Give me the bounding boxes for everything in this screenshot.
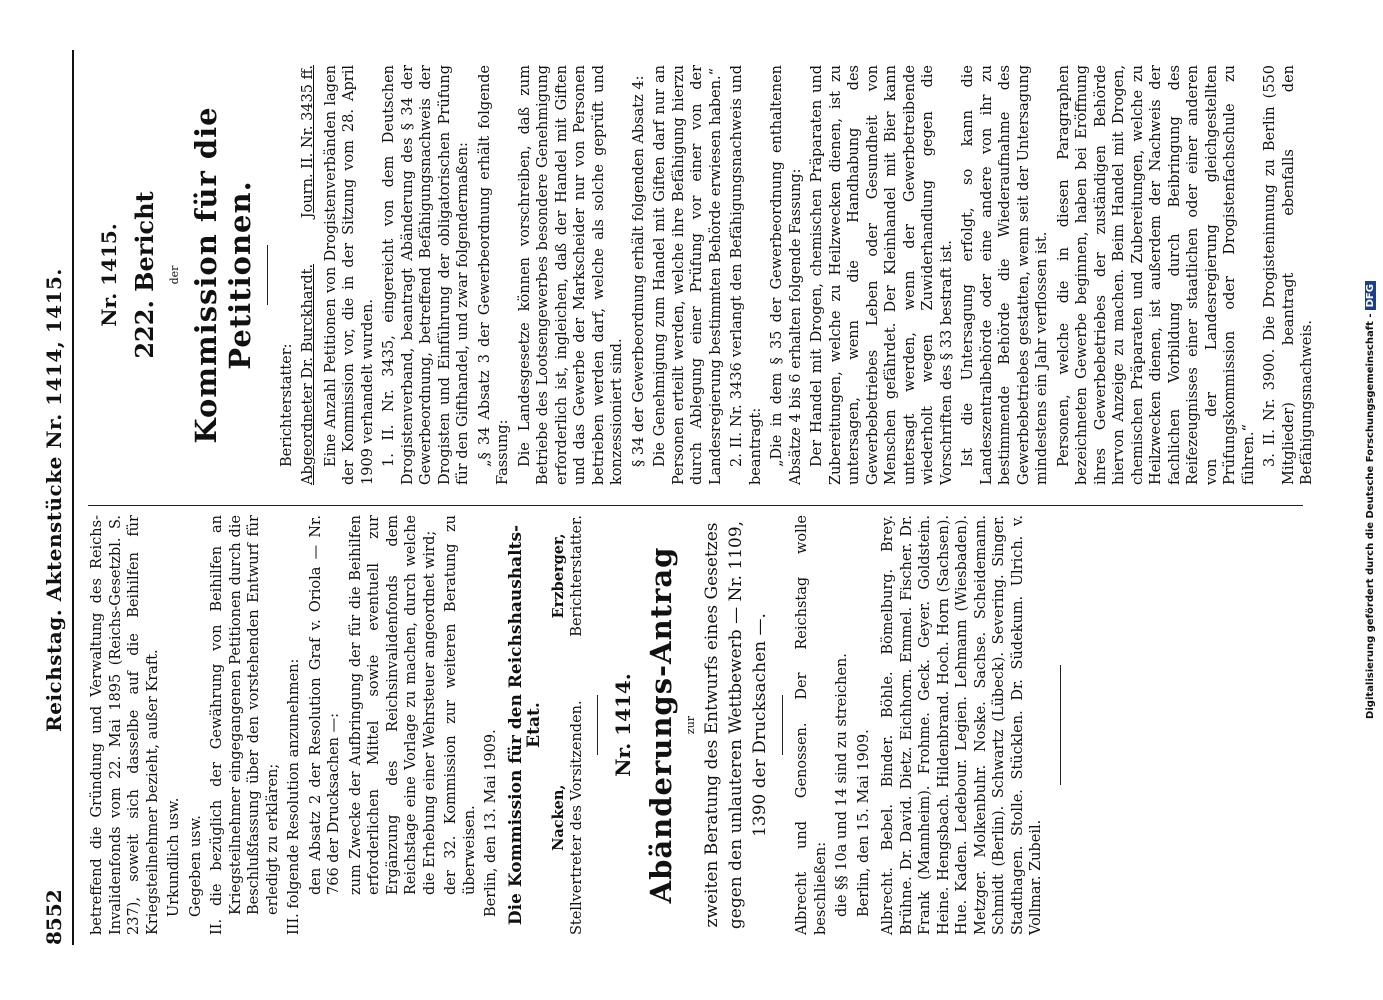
signatory-names: Albrecht. Bebel. Binder. Böhle. Bömelburg. Brey. Brühne. Dr. David. Dietz. Eichhorn. Emmel. Fischer. Dr. Frank (Mannheim). Frohme. Geck. Geyer. Goldstein. Heine. Hengsbach. Hildenbrand. Hoch. Horn (Sachsen). Hue. Kaden. Ledebour. Legien. Lehmann (Wiesbaden). Metzger. Molkenbuhr. Noske. Sachse. Scheidemann. Schmidt (Berlin). Schwartz (Lübeck). Severing. Singer. Stadthagen. Stolle. Stücklen. Dr. Südekum. Ulrich. v. Vollmar. Zubeil. [880,515,1044,935]
signer-name: Erzberger, [549,533,567,619]
header-rule [72,50,74,945]
nr-1414-heading: Nr. 1414. [610,673,635,777]
petition-2-quote-b: Der Handel mit Drogen, chemischen Präparaten und Zubereitungen, welche zu Heilzwecken dienen, ist zu untersagen, wenn die Handhabung des Gewerbebetriebes Leben oder Gesundheit von Menschen gefährdet. Der Kleinhandel mit Bier kann untersagt werden, wenn der Gewerbetreibende wiederholt wegen Zuwiderhandlung gegen die Vorschriften des § 33 bestraft ist. [809,65,955,485]
item-ii: II. die bezüglich der Gewährung von Beihilfen an Kriegsteilnehmer eingegangenen Petitionen durch die Beschlußfassung über den vorstehenden Entwurf für erledigt zu erklären; [209,515,281,935]
signature-erzberger [550,515,587,637]
dfg-text: Digitalisierung gefördert durch die Deutsche Forschungsgemeinschaft - [1365,313,1376,719]
petition-1-quote-d: Die Genehmigung zum Handel mit Giften darf nur an Personen erteilt werden, welche ihre Befähigung hierzu durch Ablegung einer Prüfung vor einer von der Landesregierung bestimmten Behörde erwiesen haben.“ [652,65,724,485]
petition-1: 1. II. Nr. 3435, eingereicht von dem Deutschen Drogistenverband, beantragt Abänderung des § 34 der Gewerbeordnung, betreffend Befähigungsnachweis der Drogisten und Einführung der obligatorischen Prüfung für den Gifthandel, und zwar folgendermaßen: [381,65,471,485]
zur-label: zur [683,715,697,735]
petition-1-quote-a: „§ 34 Absatz 3 der Gewerbeordnung erhält folgende Fassung: [476,65,511,485]
divider [267,245,268,305]
resolution-text: zum Zwecke der Aufbringung der für die Beihilfen erforderlichen Mittel sowie eventuell zur Ergänzung des Reichsinvalidenfonds dem Reichstage eine Vorlage zu machen, durch welche die Erhebung einer Wehrsteuer angeordnet wird; [347,515,438,895]
dfg-logo: DFG [1365,281,1376,310]
date-15-mai: Berlin, den 15. Mai 1909. [855,729,872,917]
resolution-line: den Absatz 2 der Resolution Graf v. Oriola — Nr. 766 der Drucksachen —: [307,515,342,895]
berichterstatter-row [299,65,318,485]
der-label: der [168,265,181,285]
divider [597,695,598,755]
continuation-text: betreffend die Gründung und Verwaltung des Reichs-Invalidenfonds vom 22. Mai 1895 (Reichs-Gesetzbl. S. 237), soweit sich dasselbe auf die Beihilfen für Kriegsteilnehmer bezieht, außer Kraft. [89,515,161,935]
kommission-title: Die Kommission für den Reichshaushalts-Etat. [505,524,544,926]
divider [782,695,783,755]
abgeordneter: Abgeordneter Dr. Burckhardt. [300,263,316,485]
bericht-title: 222. Bericht [130,191,159,359]
kommission-petitionen-title: Kommission für die Petitionen. [188,106,257,444]
resolution-referral: der 32. Kommission zur weiteren Beratung zu überweisen. [443,515,478,895]
petition-2-quote-a: „Die in dem § 35 der Gewerbeordnung enthaltenen Absätze 4 bis 6 erhalten folgende Fassung: [769,65,804,485]
item-iii: III. folgende Resolution anzunehmen: [286,658,302,935]
journal-number: Journ. II. Nr. 3435 ff. [300,65,316,219]
dfg-credit [1365,0,1376,1000]
petition-2-quote-d: Personen, welche die in diesen Paragraphen bezeichneten Gewerbe beginnen, haben bei Eröffnung ihres Gewerbebetriebes der zuständigen Behörde hiervon Anzeige zu machen. Beim Handel mit Drogen, chemischen Präparaten und Zubereitungen, welche zu Heilzwecken dienen, ist außerdem der Nachweis der fachlichen Vorbildung durch Beibringung des Reifezeugnisses einer staatlichen oder einer anderen von der Landesregierung gleichgestellten Prüfungskommission oder Drogistenfachschule zu führen.“ [1055,65,1257,485]
date-13-mai: Berlin, den 13. Mai 1909. [483,729,499,917]
running-title: Reichstag. Aktenstücke Nr. 1414, 1415. [42,268,66,732]
petition-1-quote-c: § 34 der Gewerbeordnung erhält folgenden Absatz 4: [630,75,647,467]
right-column [88,65,1320,485]
end-rule [1060,665,1061,785]
petition-2: 2. II. Nr. 3436 verlangt den Befähigungsnachweis und beantragt: [729,65,764,485]
signer-role: Stellvertreter des Vorsitzenden. [569,700,585,935]
signature-nacken [550,700,587,935]
petition-2-quote-c: Ist die Untersagung erfolgt, so kann die Landeszentralbehörde oder eine andere von ihr zu bestimmende Behörde die Wiederaufnahme des Gewerbebetriebes gestatten, wenn seit der Untersagung mindestens ein Jahr verflossen ist. [960,65,1050,485]
signatures-1 [550,515,587,935]
albrecht-text: Albrecht und Genossen. Der Reichstag wolle beschließen: [794,515,829,935]
paras-text: die §§ 10a und 14 sind zu streichen. [834,653,850,917]
zweiten-beratung: zweiten Beratung des Entwurfs eines Gesetzes gegen den unlauteren Wettbewerb — Nr. 1109, 1390 der Drucksachen —. [702,520,770,930]
signer-name: Nacken, [549,784,567,851]
page-header [0,0,80,1000]
signer-role: Berichterstatter. [569,515,585,637]
urkundlich: Urkundlich usw. [166,797,182,917]
left-column [88,515,1075,935]
column-separator [88,505,1303,506]
petition-1-quote-b: Die Landesgesetze können vorschreiben, daß zum Betriebe des Lootsengewerbes besondere Genehmigung erforderlich ist, ingleichen, daß der Handel mit Giften und das Gewerbe der Markscheider nur von Personen betrieben werden darf, welche als solche geprüft und konzessioniert sind. [516,65,625,485]
page-number: 8552 [42,889,66,945]
nr-1415-heading: Nr. 1415. [97,223,121,327]
antrag-title: Abänderungs-Antrag [643,546,678,904]
petition-3: 3. II. Nr. 3900. Die Drogisteninnung zu Berlin (550 Mitglieder) beantragt ebenfalls den Befähigungsnachweis. [1262,65,1315,485]
gegeben: Gegeben usw. [187,815,204,917]
berichterstatter-label: Berichterstatter: [278,343,295,467]
intro-text: Eine Anzahl Petitionen von Drogistenverbänden lagen der Kommission vor, die in der Sitzung vom 28. April 1909 verhandelt wurden. [322,65,376,485]
